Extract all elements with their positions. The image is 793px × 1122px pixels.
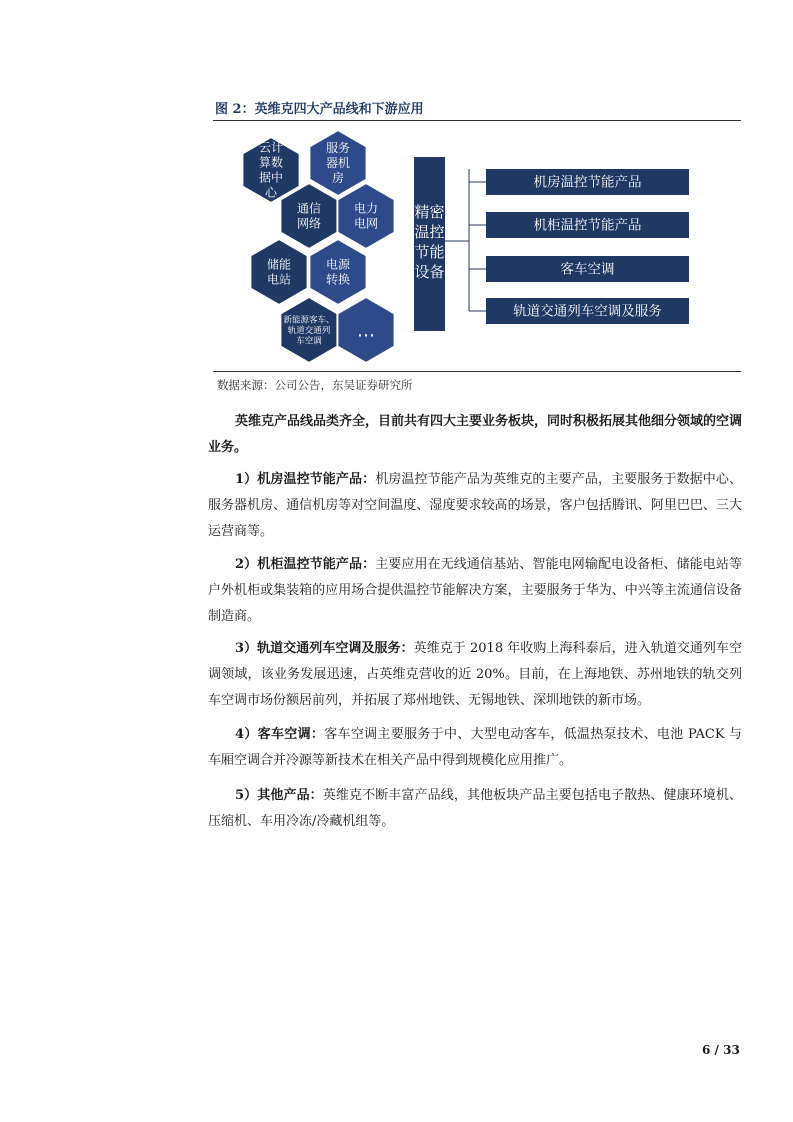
figure-top-rule	[213, 120, 741, 121]
product-diagram	[213, 124, 741, 366]
figure-bottom-rule	[213, 371, 741, 372]
hexagon-7	[280, 297, 337, 363]
product-label: 轨道交通列车空调及服务	[513, 303, 662, 320]
product-label: 机柜温控节能产品	[533, 217, 642, 234]
hexagon-label: 通信网络	[296, 201, 322, 231]
hexagon-6	[309, 239, 366, 305]
product-box-2	[469, 212, 689, 238]
hexagon-label: 储能电站	[266, 257, 292, 287]
hexagon-label: 服务器机房	[325, 141, 351, 186]
hexagon-2	[309, 130, 366, 196]
page-number: 6 / 33	[702, 1043, 740, 1057]
paragraph-2: 2）机柜温控节能产品：主要应用在无线通信基站、智能电网输配电设备柜、储能电站等户外机柜或集装箱的应用场合提供温控节能解决方案，主要服务于华为、中兴等主流通信设备制造商。	[208, 557, 742, 624]
product-box-4	[469, 298, 689, 324]
hexagon-label: 云计算数据中心	[258, 140, 284, 200]
hexagon-label: 电力电网	[353, 201, 379, 231]
hexagon-8	[337, 297, 394, 363]
paragraph-3: 3）轨道交通列车空调及服务：英维克于 2018 年收购上海科泰后，进入轨道交通列车空调领域，该业务发展迅速，占英维克营收的近 20%。目前，在上海地铁、苏州地铁的轨交列车空调市场份额居前列，并拓展了郑州地铁、无锡地铁、深圳地铁的新市场。	[208, 641, 742, 708]
figure-source: 数据来源：公司公告，东吴证券研究所	[217, 378, 413, 392]
center-label: 精密温控节能设备	[414, 203, 445, 281]
paragraph-intro: 英维克产品线品类齐全，目前共有四大主要业务板块，同时积极拓展其他细分领域的空调业务。	[208, 414, 743, 455]
figure-title: 图 2：英维克四大产品线和下游应用	[215, 102, 424, 117]
hexagon-label: 电源转换	[325, 257, 351, 287]
product-label: 机房温控节能产品	[533, 174, 642, 191]
product-label: 客车空调	[560, 261, 615, 278]
paragraph-4: 4）客车空调：客车空调主要服务于中、大型电动客车，低温热泵技术、电池 PACK 与车厢空调合并冷源等新技术在相关产品中得到规模化应用推广。	[208, 727, 742, 768]
hexagon-label: 新能源客车、轨道交通列车空调	[283, 315, 335, 347]
hexagon-5	[250, 239, 307, 305]
paragraph-1: 1）机房温控节能产品：机房温控节能产品为英维克的主要产品，主要服务于数据中心、服务器机房、通信机房等对空间温度、湿度要求较高的场景，客户包括腾讯、阿里巴巴、三大运营商等。	[208, 472, 742, 539]
hexagon-label: …	[357, 320, 375, 342]
hexagon-4	[337, 183, 394, 249]
product-box-1	[469, 169, 689, 195]
product-box-3	[469, 256, 689, 282]
paragraph-5: 5）其他产品：英维克不断丰富产品线，其他板块产品主要包括电子散热、健康环境机、压缩机、车用冷冻/冷藏机组等。	[208, 788, 742, 829]
